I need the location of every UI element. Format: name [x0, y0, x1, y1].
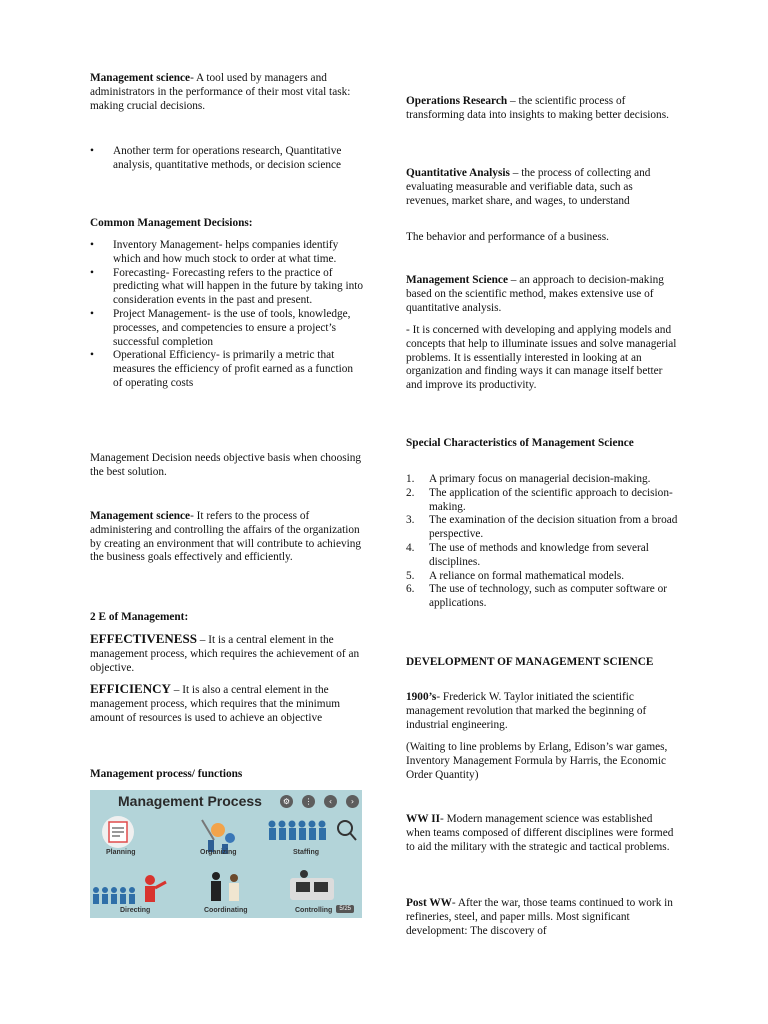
- term: EFFECTIVENESS: [90, 631, 197, 646]
- list-item: 4. The use of methods and knowledge from several disciplines.: [406, 541, 649, 568]
- figure-label: Staffing: [293, 849, 320, 856]
- list-item: • Operational Efficiency- is primarily a metric that measures the efficiency of profit earned as a function of operating costs: [90, 349, 365, 390]
- two-e-heading: 2 E of Management:: [90, 611, 189, 623]
- decision-paragraph: Management Decision needs objective basis when choosing the best solution.: [90, 452, 362, 478]
- qa-continuation: The behavior and performance of a business.: [406, 231, 609, 243]
- definition-text: - Frederick W. Taylor initiated the scientific management revolution that marked the beginning of industrial engineering.: [406, 691, 647, 731]
- ww2-paragraph: [406, 813, 678, 854]
- development-heading: DEVELOPMENT OF MANAGEMENT SCIENCE: [406, 656, 654, 668]
- term: Quantitative Analysis: [406, 167, 510, 179]
- list-item: • Forecasting- Forecasting refers to the practice of predicting what will happen in the future by taking into consideration events in the past and present.: [90, 267, 365, 308]
- ms-definition: [406, 274, 678, 315]
- definition-text: - Modern management science was established when teams composed of different disciplines were formed to aid the military with the strategic and tactical problems.: [406, 813, 674, 853]
- ms-bullet-list: [90, 145, 365, 173]
- efficiency-paragraph: [90, 682, 365, 725]
- definition-text: – the process of collecting and evaluating measurable and verifiable data, such as revenues, market share, and wages, to understand: [406, 167, 651, 207]
- management-process-image: [90, 790, 362, 918]
- term: 1900’s: [406, 691, 437, 703]
- directing-icon: [93, 875, 166, 904]
- ms-continuation: - It is concerned with developing and applying models and concepts that help to illuminate issues and solve managerial problems. It is essentially interested in looking at an organization and finding ways it can manage itself better and improve its productivity.: [406, 324, 677, 392]
- definition-text: – It is also a central element in the management process, which requires that the minimum amount of resources is used to achieve an objective: [90, 684, 341, 724]
- image-title: Management Process: [118, 793, 262, 809]
- controlling-icon: [290, 870, 334, 900]
- term: Management Science: [406, 274, 508, 286]
- list-item: • Inventory Management- helps companies identify which and how much stock to order at what time.: [90, 239, 365, 267]
- postww-paragraph: [406, 897, 678, 938]
- figure-label: Controlling: [295, 907, 333, 914]
- list-item: • Project Management- is the use of tools, knowledge, processes, and competencies to ensure a project’s successful completion: [90, 308, 365, 349]
- figure-label: Planning: [106, 849, 136, 856]
- term: EFFICIENCY: [90, 681, 171, 696]
- waiting-paragraph: (Waiting to line problems by Erlang, Edison’s war games, Inventory Management Formula by Harris, the Economic Order Quantity): [406, 741, 668, 781]
- ms-definition-2: [90, 510, 365, 565]
- planning-icon: [102, 816, 134, 848]
- next-arrow-icon[interactable]: ›: [346, 795, 359, 808]
- definition-text: - A tool used by managers and administrators in the performance of their most vital task: making crucial decisions.: [90, 72, 351, 112]
- p1900-paragraph: [406, 691, 678, 732]
- list-item: 6. The use of technology, such as computer software or applications.: [406, 583, 667, 610]
- figure-label: Coordinating: [204, 907, 248, 914]
- term: Management science: [90, 72, 191, 84]
- slide-counter-badge: 5/25: [336, 905, 354, 913]
- definition-text: – It is a central element in the management process, which requires the achievement of an objective.: [90, 634, 360, 674]
- definition-text: - After the war, those teams continued to work in refineries, steel, and paper mills. Most significant development: The discovery of: [406, 897, 673, 937]
- process-heading: Management process/ functions: [90, 768, 243, 780]
- special-characteristics-heading: Special Characteristics of Management Science: [406, 437, 634, 449]
- effectiveness-paragraph: [90, 632, 365, 675]
- prev-arrow-icon[interactable]: ‹: [324, 795, 337, 808]
- special-characteristics-list: [406, 473, 678, 611]
- definition-text: – an approach to decision-making based on the scientific method, makes extensive use of quantitative analysis.: [406, 274, 664, 314]
- term: Post WW: [406, 897, 452, 909]
- figure-label: Organizing: [200, 849, 237, 856]
- coordinating-icon: [211, 872, 239, 901]
- term: Operations Research: [406, 95, 508, 107]
- settings-icon[interactable]: ⚙: [280, 795, 293, 808]
- term: Management science: [90, 510, 191, 522]
- figure-label: Directing: [120, 907, 151, 914]
- list-item: 1. A primary focus on managerial decision-making.: [406, 473, 651, 485]
- staffing-icon: [269, 821, 357, 841]
- more-icon[interactable]: ⋮: [302, 795, 315, 808]
- list-item: 2. The application of the scientific approach to decision-making.: [406, 486, 673, 513]
- definition-text: – the scientific process of transforming data into insights to making better decisions.: [406, 95, 669, 121]
- common-decisions-heading: Common Management Decisions:: [90, 217, 253, 229]
- list-item: 3. The examination of the decision situation from a broad perspective.: [406, 514, 678, 541]
- qa-definition: [406, 167, 678, 208]
- common-decisions-list: [90, 239, 365, 391]
- term: WW II: [406, 813, 441, 825]
- ms-definition: [90, 72, 365, 113]
- definition-text: - It refers to the process of administering and controlling the affairs of the organization by creating an environment that will contribute to achieving the business goals effectively and efficiently.: [90, 510, 362, 564]
- list-item: 5. A reliance on formal mathematical models.: [406, 569, 625, 582]
- or-definition: [406, 95, 678, 123]
- list-item: • Another term for operations research, Quantitative analysis, quantitative methods, or decision science: [90, 145, 365, 173]
